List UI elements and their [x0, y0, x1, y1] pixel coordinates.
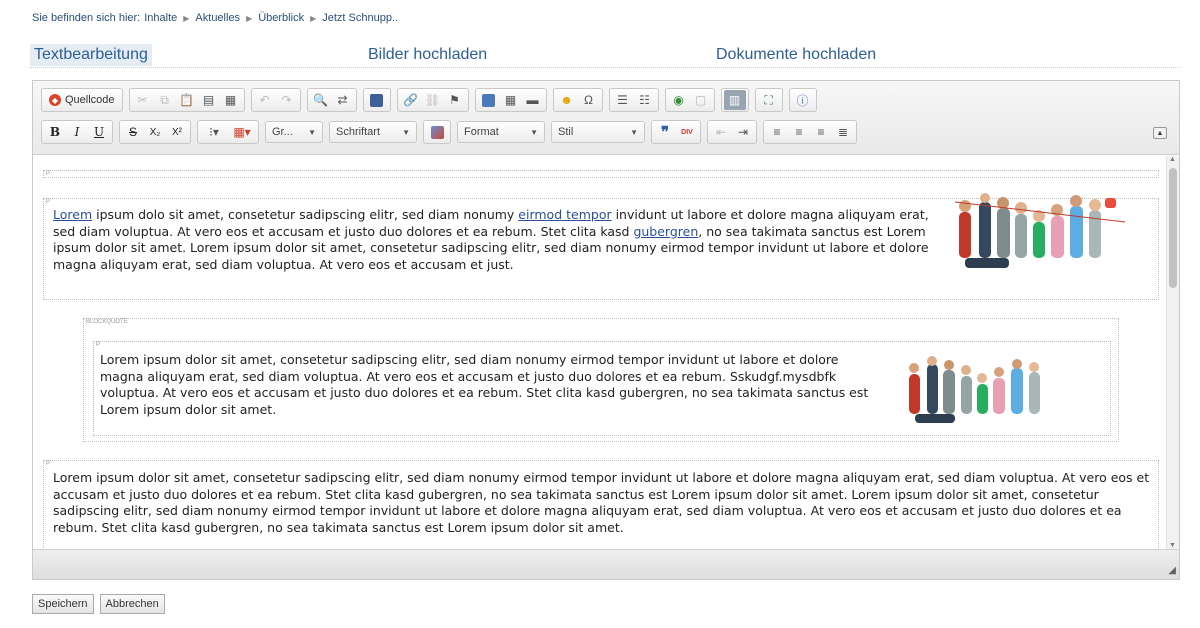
source-button[interactable] — [44, 90, 120, 110]
font-size-value: Gr... — [272, 126, 293, 138]
p-tag-label: P — [46, 199, 51, 205]
source-group — [41, 88, 123, 112]
scroll-up-icon[interactable]: ▲ — [1169, 156, 1176, 163]
superscript-button[interactable]: X² — [172, 126, 182, 138]
unlink-icon[interactable]: ⛓ — [424, 93, 441, 107]
align-justify-icon[interactable]: ≣ — [837, 125, 849, 139]
clipboard-group — [129, 88, 245, 112]
form-actions — [32, 594, 165, 614]
basic-styles-group — [41, 120, 113, 144]
resize-handle-icon[interactable]: ◢ — [1168, 565, 1176, 576]
link-eirmod-tempor[interactable]: eirmod tempor — [518, 207, 612, 222]
special-group — [553, 88, 603, 112]
about-group — [789, 88, 817, 112]
rich-text-editor — [32, 80, 1180, 580]
paragraph-1-text-c: , no sea takimata sanctus est Lorem ipsum dolor sit amet. Lorem ipsum dolor sit amet, consetetur sadipscing elitr, sed diam nonumy eirmod tempor invidunt ut labore et dolore magna aliquyam erat, sed diam voluptua. At vero eos et accusam et just. — [53, 223, 929, 272]
blockquote-tag-label: BLOCKQUOTE — [86, 319, 128, 325]
indent-group — [707, 120, 757, 144]
chevron-down-icon: ▼ — [308, 127, 316, 137]
special-char-omega-icon[interactable]: Ω — [584, 93, 594, 107]
horizontal-line-icon[interactable]: ▬ — [526, 93, 539, 107]
people-figures — [955, 193, 1125, 268]
link-icon[interactable]: 🔗 — [403, 93, 419, 107]
strike-button[interactable]: S — [128, 125, 137, 139]
empty-paragraph-block — [43, 170, 1159, 178]
show-blocks-icon[interactable]: ▥ — [724, 90, 746, 110]
maximize-icon[interactable]: ⛶ — [764, 92, 773, 107]
blockquote-paragraph: Lorem ipsum dolor sit amet, consetetur sadipscing elitr, sed diam nonumy eirmod tempor invidunt ut labore et dolore magna aliquyam erat, sed diam voluptua. At vero eos et accusam et justo duo dolores et ea rebum. Sskudgf.mysdbfk voluptua. At vero eos et accusam et justo duo dolores et ea rebum. Stet clita kasd gubergren, no sea takimata sanctus est Lorem ipsum dolor sit amet. — [100, 352, 869, 417]
maximize-group — [755, 88, 783, 112]
paste-text-icon[interactable]: ▤ — [202, 93, 215, 107]
paragraph-3: Lorem ipsum dolor sit amet, consetetur sadipscing elitr, sed diam nonumy eirmod tempor invidunt ut labore et dolore magna aliquyam erat, sed diam voluptua. At vero eos et accusam et justo duo dolores et ea rebum. Stet clita kasd gubergren, no sea takimata sanctus est Lorem ipsum dolor sit amet. Lorem ipsum dolor sit amet, consetetur sadipscing elitr, sed diam nonumy eirmod tempor invidunt ut labore et dolore magna aliquyam erat, sed diam voluptua. At vero eos et accusam et justo duo dolores et ea rebum. Stet clita kasd gubergren, no sea takimata sanctus est Lorem ipsum dolor sit amet. — [53, 470, 1150, 535]
info-icon[interactable]: ⓘ — [796, 93, 809, 108]
image-style-icon[interactable] — [426, 122, 448, 142]
script-group — [119, 120, 191, 144]
insert-group — [475, 88, 547, 112]
paste-icon[interactable]: 📋 — [179, 93, 195, 107]
select-all-group — [363, 88, 391, 112]
format-select[interactable] — [457, 121, 545, 143]
breadcrumb-separator-icon: ▶ — [246, 13, 253, 23]
cut-icon[interactable]: ✂ — [137, 93, 148, 107]
link-lorem[interactable]: Lorem — [53, 207, 93, 222]
breadcrumb-prefix: Sie befinden sich hier: — [32, 12, 141, 24]
tab-bilder-hochladen[interactable]: Bilder hochladen — [368, 46, 488, 63]
tab-dokumente-hochladen[interactable]: Dokumente hochladen — [716, 46, 877, 63]
italic-button[interactable]: I — [74, 125, 80, 139]
align-right-icon[interactable]: ≡ — [817, 125, 825, 139]
select-all-icon[interactable] — [366, 90, 388, 110]
blocks-group — [721, 88, 749, 112]
template-icon[interactable]: ▢ — [694, 93, 707, 107]
blockquote-icon[interactable]: ❞ — [660, 124, 670, 141]
undo-group — [251, 88, 301, 112]
p-tag-label: P — [46, 171, 51, 177]
table-color-icon[interactable]: ▦▾ — [233, 125, 251, 139]
breadcrumb — [32, 12, 398, 24]
quote-div-group — [651, 120, 701, 144]
align-group — [763, 120, 857, 144]
breadcrumb-item-inhalte[interactable]: Inhalte — [144, 12, 178, 24]
collapse-toolbar-icon[interactable]: ▲ — [1153, 127, 1167, 139]
p-tag-label: P — [96, 342, 101, 348]
color-group — [197, 120, 259, 144]
align-left-icon[interactable]: ≡ — [773, 125, 781, 139]
globe-icon[interactable]: ◉ — [673, 93, 684, 107]
fitness-group-image-1[interactable] — [945, 192, 1141, 284]
tab-textbearbeitung[interactable]: Textbearbeitung — [30, 44, 152, 66]
bold-button[interactable]: B — [49, 125, 61, 139]
breadcrumb-item-aktuelles[interactable]: Aktuelles — [195, 12, 241, 24]
source-button-label: Quellcode — [65, 94, 115, 106]
replace-icon[interactable]: ⇄ — [337, 93, 348, 107]
style-select[interactable] — [551, 121, 645, 143]
breadcrumb-separator-icon: ▶ — [183, 13, 190, 23]
font-family-value: Schriftart — [336, 126, 381, 138]
editor-scrollbar[interactable] — [1166, 156, 1179, 549]
people-figures — [909, 356, 1040, 423]
paragraph-1-text-b: invidunt ut labore et dolore magna aliquyam erat, sed diam voluptua. At vero eos et accusam et justo duo dolores et ea rebum. Stet clita kasd — [53, 207, 929, 239]
fitness-group-image-2[interactable] — [901, 356, 1087, 436]
copy-icon[interactable]: ⧉ — [160, 92, 169, 107]
link-group — [397, 88, 469, 112]
save-button[interactable]: Speichern — [32, 594, 94, 614]
list-style-icon[interactable]: ⁝▾ — [209, 125, 219, 139]
paste-word-icon[interactable]: ▦ — [224, 93, 237, 107]
numbered-list-icon[interactable]: ☰ — [617, 93, 628, 107]
anchor-flag-icon[interactable]: ⚑ — [449, 93, 460, 107]
scroll-down-icon[interactable]: ▼ — [1169, 542, 1176, 549]
chevron-down-icon: ▼ — [402, 127, 410, 137]
align-center-icon[interactable]: ≡ — [795, 125, 803, 139]
paragraph-1-text-a: ipsum dolo sit amet, consetetur sadipscing elitr, sed diam nonumy — [92, 207, 519, 222]
image-icon[interactable] — [478, 90, 500, 110]
indent-icon[interactable]: ⇥ — [737, 125, 749, 139]
underline-button[interactable]: U — [93, 125, 105, 139]
smiley-icon[interactable]: ☻ — [560, 93, 573, 107]
chevron-down-icon: ▼ — [630, 127, 638, 137]
image-style-group — [423, 120, 451, 144]
bulleted-list-icon[interactable]: ☷ — [639, 93, 650, 107]
outdent-icon[interactable]: ⇤ — [715, 125, 727, 139]
find-group — [307, 88, 357, 112]
list-group — [609, 88, 659, 112]
find-icon[interactable]: 🔍 — [313, 93, 329, 107]
editor-toolbar — [33, 81, 1179, 155]
scrollbar-thumb[interactable] — [1169, 168, 1177, 288]
breadcrumb-item-current[interactable]: Jetzt Schnupp.. — [322, 12, 399, 24]
breadcrumb-item-ueberblick[interactable]: Überblick — [258, 12, 305, 24]
font-family-select[interactable] — [329, 121, 417, 143]
div-button[interactable]: DIV — [681, 128, 693, 136]
tab-bar — [30, 44, 1180, 68]
breadcrumb-separator-icon: ▶ — [310, 13, 317, 23]
editor-content[interactable] — [33, 156, 1167, 549]
paragraph-1 — [53, 207, 933, 273]
style-value: Stil — [558, 126, 574, 138]
subscript-button[interactable]: X₂ — [149, 126, 161, 138]
editor-statusbar — [33, 549, 1179, 579]
tools-group — [665, 88, 715, 112]
p-tag-label: P — [46, 461, 51, 467]
undo-icon[interactable]: ↶ — [259, 93, 270, 107]
link-gubergren[interactable]: gubergren — [633, 223, 699, 239]
cancel-button[interactable]: Abbrechen — [100, 594, 165, 614]
source-icon: ◆ — [49, 94, 61, 106]
redo-icon[interactable]: ↷ — [281, 93, 292, 107]
format-value: Format — [464, 126, 499, 138]
table-icon[interactable]: ▦ — [504, 93, 517, 107]
font-size-select[interactable] — [265, 121, 323, 143]
chevron-down-icon: ▼ — [530, 127, 538, 137]
